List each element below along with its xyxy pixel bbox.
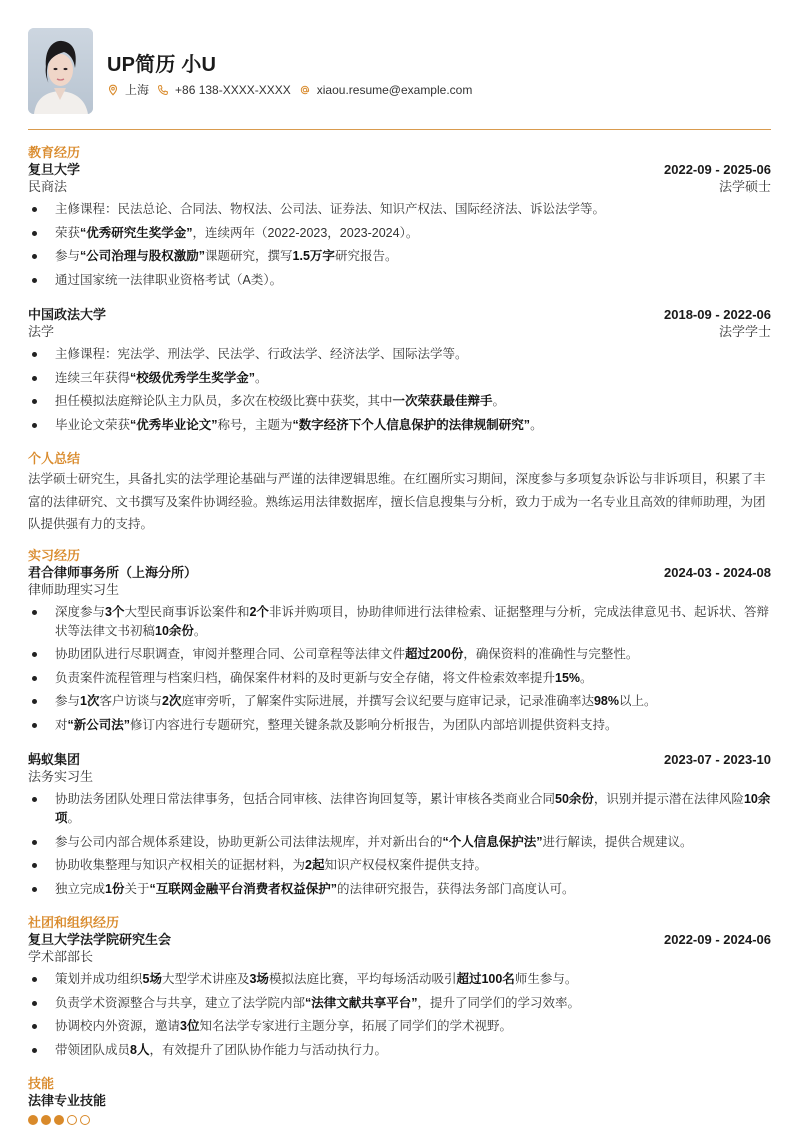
degree: 法学硕士 [718, 179, 771, 194]
highlight-text: 3个 [105, 604, 125, 619]
section-internship [28, 548, 771, 899]
rating-dot-filled-icon [28, 1115, 38, 1125]
candidate-name: UP简历 小U [107, 54, 217, 76]
highlight-text: “校级优秀学生奖学金” [130, 370, 256, 385]
education-entry [28, 306, 771, 435]
bullet-list [28, 970, 771, 1060]
section-title: 技能 [28, 1076, 55, 1091]
phone-icon [157, 84, 169, 96]
bullet-item: 策划并成功组织5场大型学术讲座及3场模拟法庭比赛，平均每场活动吸引超过100名师生参与。 [28, 970, 771, 989]
bullet-item: 参与1次客户访谈与2次庭审旁听，了解案件实际进展，并撰写会议纪要与庭审记录，记录准确率达98%以上。 [28, 692, 771, 711]
section-title: 实习经历 [28, 547, 81, 563]
section-summary [28, 451, 771, 536]
company-name: 蚂蚁集团 [28, 752, 81, 767]
highlight-text: 15% [555, 670, 581, 685]
bullet-item: 主修课程：宪法学、刑法学、民法学、行政法学、经济法学、国际法学等。 [28, 345, 771, 364]
highlight-text: 1次 [80, 694, 100, 708]
portrait-photo-icon [28, 28, 93, 114]
highlight-text: 5场 [142, 972, 162, 986]
header-divider [28, 129, 771, 130]
section-title: 教育经历 [28, 145, 81, 160]
bullet-item: 荣获“优秀研究生奖学金”，连续两年（2022-2023，2023-2024）。 [28, 224, 771, 243]
highlight-text: 3位 [180, 1019, 200, 1033]
internship-entry [28, 751, 771, 899]
bullet-item: 连续三年获得“校级优秀学生奖学金”。 [28, 369, 771, 388]
summary-text: 法学硕士研究生，具备扎实的法学理论基础与严谨的法律逻辑思维。在红圈所实习期间，深度参与多项复杂诉讼与非诉项目，积累了丰富的法律研究、文书撰写及案件协调经验。熟练运用法律数据库，擅长信息搜集与分析，致力于成为一名专业且高效的律师助理，为团队提供强有力的支持。 [28, 472, 766, 531]
highlight-text: 1份 [105, 881, 125, 896]
organization-entry [28, 931, 771, 1060]
section-title: 社团和组织经历 [28, 915, 120, 930]
skill-name: 法律专业技能 [28, 1093, 107, 1108]
education-entry [28, 161, 771, 290]
avatar [28, 28, 93, 114]
bullet-item: 独立完成1份关于“互联网金融平台消费者权益保护”的法律研究报告，获得法务部门高度认可。 [28, 880, 771, 899]
bullet-item: 主修课程：民法总论、合同法、物权法、公司法、证券法、知识产权法、国际经济法、诉讼法学等。 [28, 200, 771, 219]
bullet-list [28, 345, 771, 435]
bullet-item: 毕业论文荣获“优秀毕业论文”称号，主题为“数字经济下个人信息保护的法律规制研究”。 [28, 416, 771, 435]
highlight-text: 一次荣获最佳辩手 [392, 394, 493, 408]
bullet-item: 协助法务团队处理日常法律事务，包括合同审核、法律咨询回复等，累计审核各类商业合同50余份，识别并提示潜在法律风险10余项。 [28, 790, 771, 828]
bullet-list [28, 790, 771, 899]
rating-dot-filled-icon [41, 1115, 51, 1125]
bullet-item: 参与“公司治理与股权激励”课题研究，撰写1.5万字研究报告。 [28, 247, 771, 266]
highlight-text: 2个 [249, 604, 269, 619]
resume-header [28, 28, 771, 114]
highlight-text: “互联网金融平台消费者权益保护” [149, 881, 337, 896]
location-icon [107, 84, 119, 96]
highlight-text: 10余份 [155, 623, 194, 638]
highlight-text: 2次 [161, 694, 182, 708]
school-name: 中国政法大学 [28, 307, 107, 322]
organization-name: 复旦大学法学院研究生会 [28, 932, 172, 947]
highlight-text: “个人信息保护法” [442, 834, 543, 849]
bullet-item: 负责学术资源整合与共享，建立了法学院内部“法律文献共享平台”，提升了同学们的学习效率。 [28, 994, 771, 1013]
email-icon [299, 84, 311, 96]
bullet-item: 通过国家统一法律职业资格考试（A类）。 [28, 271, 771, 290]
highlight-text: 超过200份 [405, 647, 464, 661]
bullet-item: 带领团队成员8人，有效提升了团队协作能力与活动执行力。 [28, 1041, 771, 1060]
resume-content [28, 145, 771, 1125]
rating-dot-empty-icon [67, 1115, 77, 1125]
section-education [28, 145, 771, 435]
highlight-text: 10余项 [55, 792, 771, 825]
email-text: xiaou.resume@example.com [316, 82, 473, 97]
highlight-text: 1.5万字 [292, 249, 335, 263]
internship-entry [28, 564, 771, 735]
bullet-item: 负责案件流程管理与档案归档，确保案件材料的及时更新与安全存储，将文件检索效率提升15%。 [28, 669, 771, 688]
degree: 法学学士 [718, 324, 771, 339]
bullet-item: 对“新公司法”修订内容进行专题研究，整理关键条款及影响分析报告，为团队内部培训提供资料支持。 [28, 716, 771, 735]
highlight-text: 8人 [130, 1042, 150, 1057]
highlight-text: “数字经济下个人信息保护的法律规制研究” [292, 417, 531, 432]
highlight-text: “公司治理与股权激励” [80, 249, 206, 263]
highlight-text: 超过100名 [456, 972, 515, 986]
bullet-list [28, 603, 771, 735]
bullet-list [28, 200, 771, 290]
section-skills [28, 1076, 771, 1125]
highlight-text: “新公司法” [67, 717, 131, 732]
job-title: 法务实习生 [28, 769, 94, 784]
major: 法学 [28, 324, 55, 339]
company-name: 君合律师事务所（上海分所） [28, 564, 198, 580]
section-title: 个人总结 [28, 451, 81, 466]
rating-dot-empty-icon [80, 1115, 90, 1125]
contact-email [299, 83, 473, 97]
phone-text: +86 138-XXXX-XXXX [175, 82, 291, 97]
bullet-item: 深度参与3个大型民商事诉讼案件和2个非诉并购项目，协助律师进行法律检索、证据整理与分析，完成法律意见书、起诉状、答辩状等法律文书初稿10余份。 [28, 603, 771, 641]
contact-location [107, 81, 149, 98]
job-title: 律师助理实习生 [28, 581, 120, 597]
position-title: 学术部部长 [28, 949, 94, 964]
date-range: 2024-03 - 2024-08 [664, 564, 771, 580]
bullet-item: 协调校内外资源，邀请3位知名法学专家进行主题分享，拓展了同学们的学术视野。 [28, 1017, 771, 1036]
highlight-text: 50余份 [555, 792, 594, 806]
highlight-text: “优秀研究生奖学金” [80, 225, 193, 240]
bullet-item: 参与公司内部合规体系建设，协助更新公司法律法规库，并对新出台的“个人信息保护法”进行解读，提供合规建议。 [28, 833, 771, 852]
highlight-text: “法律文献共享平台” [305, 995, 418, 1010]
highlight-text: 3场 [249, 972, 269, 986]
date-range: 2018-09 - 2022-06 [664, 307, 771, 322]
contact-info [107, 81, 480, 98]
bullet-item: 协助收集整理与知识产权相关的证据材料，为2起知识产权侵权案件提供支持。 [28, 856, 771, 875]
rating-dot-filled-icon [54, 1115, 64, 1125]
date-range: 2023-07 - 2023-10 [664, 752, 771, 767]
major: 民商法 [28, 179, 68, 194]
skill-level-rating [28, 1115, 771, 1125]
contact-phone [157, 83, 291, 97]
highlight-text: 2起 [305, 858, 325, 872]
school-name: 复旦大学 [28, 162, 81, 177]
bullet-item: 担任模拟法庭辩论队主力队员，多次在校级比赛中获奖，其中一次荣获最佳辩手。 [28, 392, 771, 411]
highlight-text: 98% [593, 694, 619, 708]
section-organizations [28, 915, 771, 1060]
location-text: 上海 [125, 83, 150, 97]
bullet-item: 协助团队进行尽职调查，审阅并整理合同、公司章程等法律文件超过200份，确保资料的准确性与完整性。 [28, 645, 771, 664]
date-range: 2022-09 - 2024-06 [664, 932, 771, 947]
highlight-text: “优秀毕业论文” [130, 417, 218, 432]
date-range: 2022-09 - 2025-06 [664, 162, 771, 177]
